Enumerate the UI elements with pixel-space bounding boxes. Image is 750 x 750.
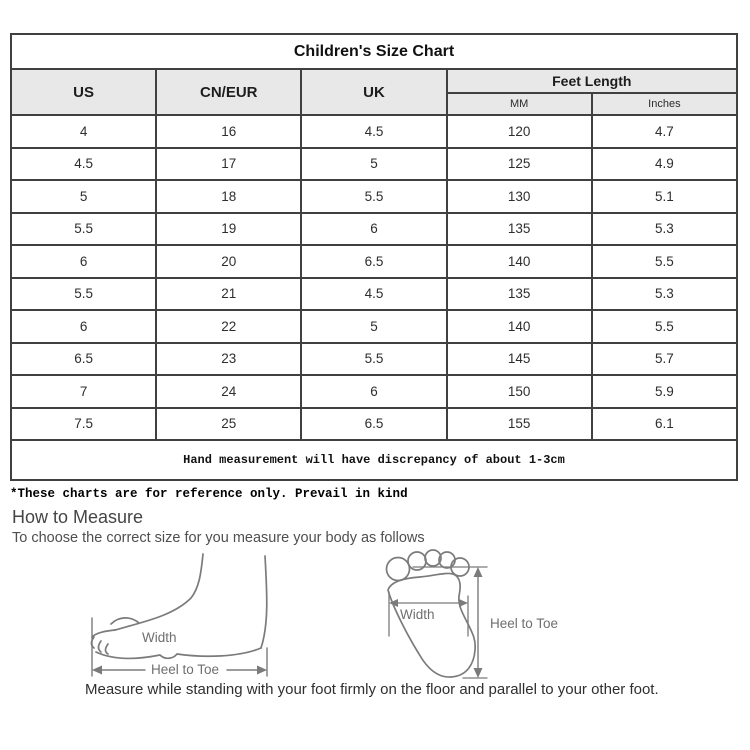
size-chart-table [10,33,738,481]
size-row [11,375,737,408]
size-row [11,245,737,278]
size-cell: 5.9 [592,375,737,408]
column-header-cn-eur: CN/EUR [156,69,301,115]
size-chart-title: Children's Size Chart [11,34,737,69]
size-cell: 25 [156,408,301,441]
size-cell: 7 [11,375,156,408]
size-cell: 4.9 [592,148,737,181]
measurement-note: Hand measurement will have discrepancy of about 1-3cm [11,440,737,480]
size-cell: 6.1 [592,408,737,441]
size-row [11,213,737,246]
size-cell: 4.5 [301,115,446,148]
size-cell: 6.5 [301,245,446,278]
size-cell: 5.3 [592,278,737,311]
top-view-heel-to-toe-label: Heel to Toe [490,616,559,631]
size-row [11,115,737,148]
size-cell: 140 [447,245,592,278]
size-cell: 18 [156,180,301,213]
size-cell: 4.5 [301,278,446,311]
size-cell: 6.5 [11,343,156,376]
size-cell: 5 [301,310,446,343]
size-cell: 5.5 [11,213,156,246]
size-cell: 5.5 [301,180,446,213]
size-cell: 6 [301,375,446,408]
foot-top-view-diagram [375,548,590,688]
size-cell: 135 [447,278,592,311]
header-row [11,69,737,93]
reference-disclaimer: *These charts are for reference only. Prevail in kind [10,487,408,501]
size-cell: 155 [447,408,592,441]
column-header-uk: UK [301,69,446,115]
size-cell: 135 [447,213,592,246]
foot-side-view-diagram [65,552,280,687]
size-cell: 5.7 [592,343,737,376]
size-row [11,310,737,343]
size-cell: 5.5 [592,245,737,278]
size-cell: 5.5 [592,310,737,343]
note-row [11,440,737,480]
size-row [11,278,737,311]
size-cell: 150 [447,375,592,408]
size-cell: 4 [11,115,156,148]
size-cell: 17 [156,148,301,181]
foot-top-view-icon [375,548,590,688]
size-cell: 140 [447,310,592,343]
top-view-width-label: Width [400,607,435,622]
measure-instruction-caption: Measure while standing with your foot firmly on the floor and parallel to your other foot. [85,681,659,698]
size-cell: 6 [11,245,156,278]
size-cell: 5.3 [592,213,737,246]
size-row [11,343,737,376]
size-cell: 5.5 [11,278,156,311]
size-row [11,148,737,181]
size-cell: 5 [11,180,156,213]
size-cell: 145 [447,343,592,376]
size-cell: 22 [156,310,301,343]
size-cell: 125 [447,148,592,181]
size-cell: 19 [156,213,301,246]
column-header-inches: Inches [592,93,737,115]
size-cell: 120 [447,115,592,148]
size-chart-body [11,115,737,440]
size-cell: 4.5 [11,148,156,181]
size-cell: 20 [156,245,301,278]
size-row [11,408,737,441]
size-cell: 5.1 [592,180,737,213]
size-row [11,180,737,213]
how-to-measure-heading: How to Measure [12,507,144,527]
size-cell: 5 [301,148,446,181]
how-to-measure-subheading: To choose the correct size for you measure your body as follows [12,530,425,546]
size-chart-section [10,33,738,481]
size-cell: 7.5 [11,408,156,441]
size-cell: 23 [156,343,301,376]
size-cell: 6.5 [301,408,446,441]
size-cell: 21 [156,278,301,311]
size-cell: 24 [156,375,301,408]
column-header-feet-length: Feet Length [447,69,737,93]
size-cell: 4.7 [592,115,737,148]
side-view-width-label: Width [142,630,177,645]
column-header-us: US [11,69,156,115]
foot-side-view-icon [65,552,280,687]
size-cell: 6 [301,213,446,246]
size-cell: 6 [11,310,156,343]
column-header-mm: MM [447,93,592,115]
size-cell: 16 [156,115,301,148]
size-cell: 130 [447,180,592,213]
title-row [11,34,737,69]
side-view-heel-to-toe-label: Heel to Toe [151,662,220,677]
size-cell: 5.5 [301,343,446,376]
